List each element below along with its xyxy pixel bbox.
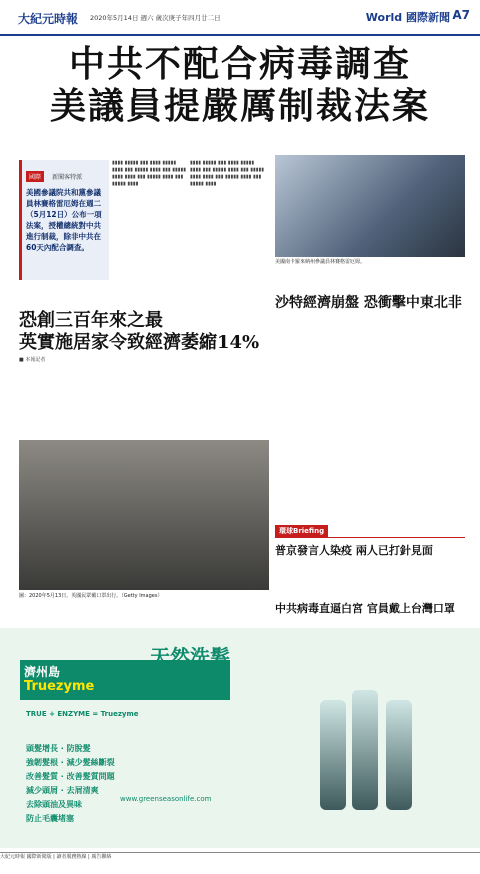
briefing-header <box>275 523 465 538</box>
article-column-2: ▮▮▮▮ ▮▮▮▮▮ ▮▮▮ ▮▮▮▮ ▮▮▮▮▮ ▮▮▮▮ ▮▮▮ ▮▮▮▮▮ ▮▮▮▮ ▮▮▮ ▮▮▮▮▮ ▮▮▮▮ ▮▮▮▮ ▮▮▮ ▮▮▮▮▮ ▮▮▮▮ ▮▮▮ ▮▮▮▮▮ ▮▮▮▮ <box>190 160 264 187</box>
product-bottle-2 <box>352 690 378 810</box>
page-number: A7 <box>452 8 470 22</box>
briefing-tag: 環球Briefing <box>275 525 328 537</box>
ad-brand-sub: Truezyme <box>24 679 95 694</box>
issue-date: 2020年5月14日 週六 歲次庚子年四月廿二日 <box>90 14 221 22</box>
article2-title-line-2: 英實施居家令致經濟萎縮14% <box>19 332 260 353</box>
page-footer: 大紀元時報 國際新聞版 | 讀者服務熱線 | 廣告聯絡 <box>0 852 480 874</box>
article2-title-line-1: 恐創三百年來之最 <box>19 310 163 331</box>
newspaper-logo: 大紀元時報 <box>18 12 79 26</box>
ad-bullet: 減少頭屑 · 去屑清爽 <box>26 786 99 795</box>
headline-line-1: 中共不配合病毒調查 <box>68 43 411 85</box>
product-bottle-3 <box>386 700 412 810</box>
article-lead: 美國參議院共和黨參議員林賽格雷厄姆在週二（5月12日）公布一項法案，授權總統對中共進行制裁，除非中共在60天內配合調查。 <box>26 188 102 252</box>
ad-bullet: 改善髮質 · 改善髮質問題 <box>26 772 115 781</box>
article-lead-box <box>19 160 109 280</box>
ad-title-1: 天然洗髮 <box>150 645 230 669</box>
briefing-headline-1: 普京發言人染疫 兩人已打針見面 <box>275 544 433 557</box>
product-bottle-1 <box>320 700 346 810</box>
page-headline <box>0 44 480 128</box>
ad-bullets <box>26 742 115 826</box>
article-column-1: ▮▮▮▮ ▮▮▮▮▮ ▮▮▮ ▮▮▮▮ ▮▮▮▮▮ ▮▮▮▮ ▮▮▮ ▮▮▮▮▮ ▮▮▮▮ ▮▮▮ ▮▮▮▮▮ ▮▮▮▮ ▮▮▮▮ ▮▮▮ ▮▮▮▮▮ ▮▮▮▮ ▮▮▮ ▮▮▮▮▮ ▮▮▮▮ <box>112 160 186 187</box>
ad-bullet: 強韌髮根 · 減少髮絲斷裂 <box>26 758 115 767</box>
side-headline: 沙特經濟崩盤 恐衝擊中東北非 <box>275 295 462 311</box>
ad-formula: TRUE + ENZYME = Truezyme <box>26 710 139 718</box>
section-label: World 國際新聞 <box>365 11 450 24</box>
article2-byline: ■ 本報記者 <box>19 357 46 363</box>
ad-title-2: 發酵液 <box>150 673 222 702</box>
article2-title <box>19 310 269 354</box>
photo-caption: 美國南卡羅來納州參議員林賽格雷厄姆。 <box>275 259 366 265</box>
photo-senator <box>275 155 465 257</box>
photo-london-street <box>19 440 269 590</box>
masthead-bar <box>0 0 480 36</box>
ad-bullet: 去除頭油及異味 <box>26 800 82 809</box>
ad-brand: 濟州島 <box>24 665 61 679</box>
photo2-caption: 圖：2020年5月13日，英國民眾戴口罩出行。（Getty Images） <box>19 593 163 599</box>
headline-line-2: 美議員提嚴厲制裁法案 <box>49 85 430 127</box>
briefing-headline-2: 中共病毒直逼白宮 官員戴上台灣口罩 <box>275 602 455 615</box>
ad-bullet: 防止毛囊堵塞 <box>26 814 74 823</box>
ad-bullet: 頭髮增長 · 防脫髮 <box>26 744 91 753</box>
article-tag: 國際 <box>26 171 44 182</box>
ad-website[interactable]: www.greenseasonlife.com <box>120 795 212 803</box>
article-tag-title: 新聞客特派 <box>52 174 83 181</box>
